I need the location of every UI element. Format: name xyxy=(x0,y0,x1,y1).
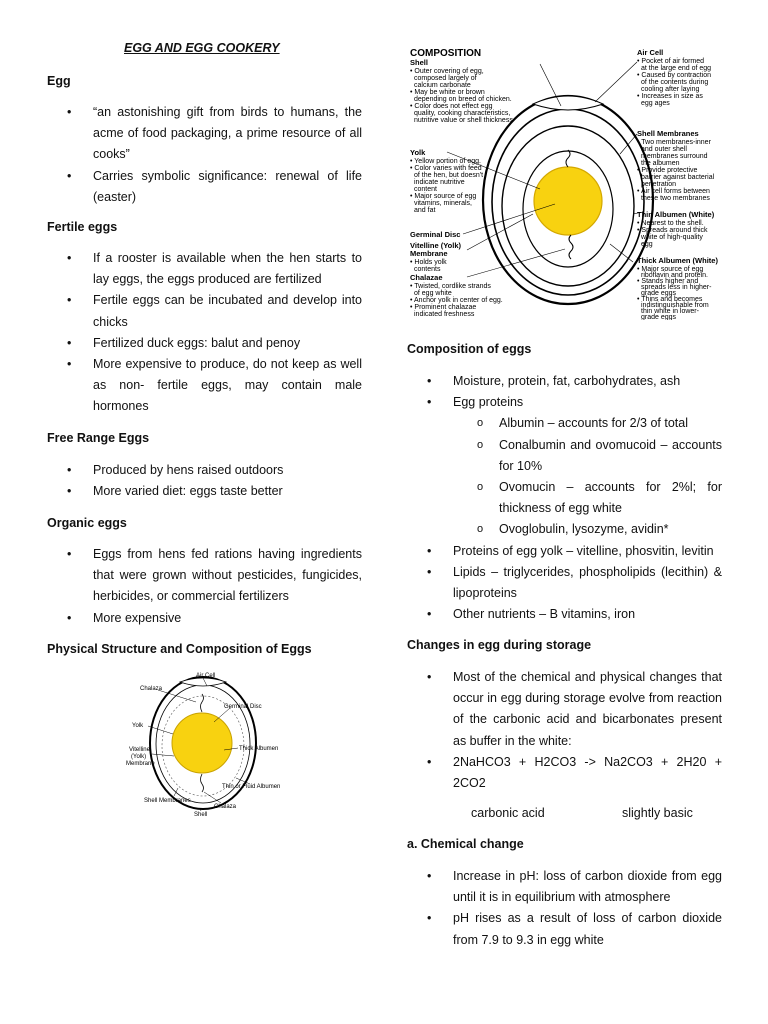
egg-composition-diagram xyxy=(405,44,745,320)
heading-composition: Composition of eggs xyxy=(407,342,532,356)
shell-line: nutritive value or shell thickness xyxy=(414,117,513,124)
yolk-line: • Major source of egg xyxy=(410,193,477,200)
list-item: • Produced by hens raised outdoors xyxy=(47,460,362,481)
shell-membranes-line: penetration xyxy=(641,181,677,188)
shell-line: • Color does not effect egg xyxy=(410,103,493,110)
thin-albumen-title: Thin Albumen (White) xyxy=(637,210,715,219)
thick-albumen-line: grade eggs xyxy=(641,314,677,320)
yolk-line: and fat xyxy=(414,207,436,214)
yolk-line: vitamins, minerals, xyxy=(414,200,472,207)
shell-membranes-title: Shell Membranes xyxy=(637,129,699,138)
label-air-cell: Air Cell xyxy=(196,673,216,679)
heading-organic: Organic eggs xyxy=(47,516,127,530)
yolk xyxy=(534,167,602,235)
shell-line: composed largely of xyxy=(414,75,477,82)
composition-title: COMPOSITION xyxy=(410,48,482,59)
list-item: • More expensive xyxy=(47,608,362,629)
label-vitelline-membrane: Membrane xyxy=(126,761,155,767)
list-item: • “an astonishing gift from birds to humans, the acme of food packaging, a prime resource of all cooks” xyxy=(47,102,362,166)
shell-membranes-line: and outer shell xyxy=(641,146,687,153)
yolk-line: of the hen, but doesn't xyxy=(414,172,484,179)
list-item: • pH rises as a result of loss of carbon dioxide from 7.9 to 9.3 in egg white xyxy=(407,908,722,950)
heading-storage-changes: Changes in egg during storage xyxy=(407,638,592,652)
label-vitelline-yolk: (Yolk) xyxy=(131,754,147,760)
chalazae-line: • Twisted, cordlike strands xyxy=(410,283,491,290)
chemical-list xyxy=(407,866,722,951)
organic-list xyxy=(47,544,362,629)
heading-fertile-eggs: Fertile eggs xyxy=(47,220,118,234)
list-item: • More expensive to produce, do not keep as well as non- fertile eggs, may contain male hormones xyxy=(47,354,362,418)
shell-membranes-line: • Two membranes-inner xyxy=(637,139,711,146)
heading-physical-structure: Physical Structure and Composition of Eggs xyxy=(47,642,312,656)
thin-albumen-line: egg xyxy=(641,241,653,248)
air-cell-title: Air Cell xyxy=(637,48,664,57)
air-cell-line: of the contents during xyxy=(641,79,709,86)
yolk-circle xyxy=(172,713,232,773)
thick-albumen-line: • Thins and becomes xyxy=(637,296,703,303)
air-cell-line: • Increases in size as xyxy=(637,93,703,100)
label-chalaza-bottom: Chalaza xyxy=(214,804,237,810)
germinal-disc-title: Germinal Disc xyxy=(410,230,461,239)
sub-list-item: o Albumin – accounts for 2/3 of total xyxy=(453,413,722,434)
shell-line: quality, cooking characteristics, xyxy=(414,110,511,117)
label-shell-membranes: Shell Membranes xyxy=(144,798,191,804)
protein-sublist xyxy=(453,413,722,540)
label-shell: Shell xyxy=(194,812,208,818)
air-cell-line: at the large end of egg xyxy=(641,65,712,72)
label-thick-albumen: Thick Albumen xyxy=(239,746,279,752)
air-cell-line: egg ages xyxy=(641,100,670,107)
list-item: • 2NaHCO3 + H2CO3 -> Na2CO3 + 2H20 + 2CO2 xyxy=(407,752,722,794)
note-slightly-basic: slightly basic xyxy=(622,806,693,820)
list-item: • Proteins of egg yolk – vitelline, phosvitin, levitin xyxy=(407,541,722,562)
list-item: • Carries symbolic significance: renewal of life (easter) xyxy=(47,166,362,208)
composition-list xyxy=(407,371,722,625)
yolk-line: • Color varies with feed xyxy=(410,165,482,172)
list-item: • Moisture, protein, fat, carbohydrates, ash xyxy=(407,371,722,392)
thick-albumen-line: indistinguishable from xyxy=(641,302,709,309)
shell-line: calcium carbonate xyxy=(414,82,471,89)
list-item: • More varied diet: eggs taste better xyxy=(47,481,362,502)
list-item: • Fertilized duck eggs: balut and penoy xyxy=(47,333,362,354)
yolk-line: indicate nutritive xyxy=(414,179,465,186)
label-vitelline: Vitelline xyxy=(129,747,150,753)
label-thin-albumen: Thin or Fluid Albumen xyxy=(222,784,281,790)
list-item: • Fertile eggs can be incubated and develop into chicks xyxy=(47,290,362,332)
chalazae-line: • Anchor yolk in center of egg. xyxy=(410,297,503,304)
thick-albumen-title: Thick Albumen (White) xyxy=(637,256,718,265)
sub-list-item: o Ovoglobulin, lysozyme, avidin* xyxy=(453,519,722,540)
shell-line: • May be white or brown xyxy=(410,89,485,96)
thick-albumen-line: • Major source of egg xyxy=(637,266,704,273)
egg-structure-diagram xyxy=(118,668,298,818)
heading-chemical-change: a. Chemical change xyxy=(407,837,524,851)
chalazae-line: indicated freshness xyxy=(414,311,475,318)
thick-albumen-line: grade eggs xyxy=(641,290,677,297)
fertile-list xyxy=(47,248,362,418)
thin-albumen-line: • Nearest to the shell. xyxy=(637,220,704,227)
thick-albumen-line: spreads less in higher- xyxy=(641,284,712,291)
chalazae-line: of egg white xyxy=(414,290,452,297)
list-item: • Lipids – triglycerides, phospholipids (lecithin) & lipoproteins xyxy=(407,562,722,604)
storage-list xyxy=(407,667,722,794)
shell-membranes-line: barrier against bacterial xyxy=(641,174,715,181)
heading-egg: Egg xyxy=(47,74,71,88)
vitelline-line: contents xyxy=(414,266,441,273)
label-yolk: Yolk xyxy=(132,723,144,729)
shell-title: Shell xyxy=(410,58,428,67)
shell-membranes-line: these two membranes xyxy=(641,195,710,202)
list-item-label: Egg proteins xyxy=(453,395,524,410)
heading-free-range: Free Range Eggs xyxy=(47,431,150,445)
chalazae-title: Chalazae xyxy=(410,273,443,282)
egg-list xyxy=(47,102,362,208)
thin-albumen-line: • Spreads around thick xyxy=(637,227,708,234)
shell-membranes-line: • Air cell forms between xyxy=(637,188,710,195)
thin-albumen-line: white of high-quality xyxy=(641,234,703,241)
list-item: • Eggs from hens fed rations having ingredients that were grown without pesticides, fungicides, herbicides, or commercial fertilizers xyxy=(47,544,362,608)
thick-albumen-line: thin white in lower- xyxy=(641,308,699,315)
thick-albumen-line: riboflavin and protein. xyxy=(641,272,708,279)
list-item: • Increase in pH: loss of carbon dioxide from egg until it is in equilibrium with atmosphere xyxy=(407,866,722,908)
free-range-list xyxy=(47,460,362,502)
sub-list-item: o Ovomucin – accounts for 2%l; for thickness of egg white xyxy=(453,477,722,519)
air-cell-line: • Pocket of air formed xyxy=(637,58,705,65)
label-chalaza-top: Chalaza xyxy=(140,686,163,692)
label-germinal-disc: Germinal Disc xyxy=(224,704,262,710)
chalazae-line: • Prominent chalazae xyxy=(410,304,477,311)
document-title: EGG AND EGG COOKERY xyxy=(124,41,280,55)
shell-line: depending on breed of chicken. xyxy=(414,96,512,103)
shell-line: • Outer covering of egg, xyxy=(410,68,484,75)
list-item: • Other nutrients – B vitamins, iron xyxy=(407,604,722,625)
thick-albumen-line: • Stands higher and xyxy=(637,278,699,285)
sub-list-item: o Conalbumin and ovomucoid – accounts for 10% xyxy=(453,435,722,477)
air-cell-line: cooling after laying xyxy=(641,86,700,93)
yolk-title: Yolk xyxy=(410,148,426,157)
shell-membranes-line: the albumen xyxy=(641,160,680,167)
list-item: • If a rooster is available when the hen starts to lay eggs, the eggs produced are fertilized xyxy=(47,248,362,290)
vitelline-line: • Holds yolk xyxy=(410,259,447,266)
yolk-line: • Yellow portion of egg. xyxy=(410,158,481,165)
list-item: • Most of the chemical and physical changes that occur in egg during storage evolve from reaction of the carbonic acid and bicarbonates present as buffer in the white: xyxy=(407,667,722,752)
list-item xyxy=(407,392,722,540)
vitelline-title: Vitelline (Yolk) xyxy=(410,241,461,250)
vitelline-title-2: Membrane xyxy=(410,249,448,258)
yolk-line: content xyxy=(414,186,437,193)
shell-membranes-line: • Provide protective xyxy=(637,167,698,174)
shell-membranes-line: membranes surround xyxy=(641,153,708,160)
note-carbonic-acid: carbonic acid xyxy=(471,806,545,820)
air-cell-line: • Caused by contraction xyxy=(637,72,712,79)
